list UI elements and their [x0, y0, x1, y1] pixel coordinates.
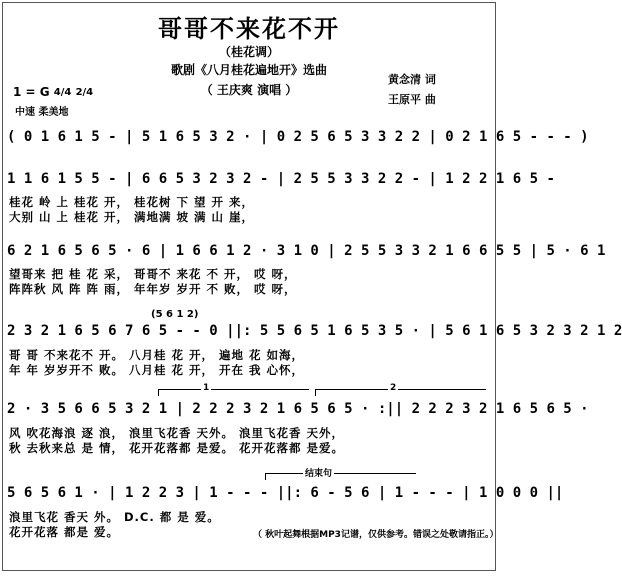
volta-bracket-1 — [158, 389, 309, 396]
volta-bracket-2 — [315, 389, 486, 396]
score-page — [2, 2, 622, 571]
tempo-marking: 中速 柔美地 — [15, 107, 69, 118]
grace-notes: (5 6 1 2) — [151, 309, 199, 320]
coda-label: 结束句 — [303, 466, 334, 479]
lyricist-credit: 黄念清 词 — [388, 73, 436, 86]
time-signature-1: 4/4 — [53, 86, 72, 98]
lyric-line: 桂花 岭 上 桂花 开， 桂花树 下 望 开 来， — [9, 195, 255, 209]
time-signature-2: 2/4 — [75, 86, 94, 98]
lyric-line: 浪里飞花 香天 外。 D.C. 都 是 爱。 — [9, 510, 220, 524]
singer-credit: （ 王庆爽 演唱 ） — [200, 83, 298, 97]
lyric-line: 年 年 岁岁开不 败。 八月桂 花 开， 开在 我 心怀， — [9, 363, 305, 377]
lyric-line: 风 吹花海浪 逐 浪， 浪里飞花香 天外。 浪里飞花香 天外， — [9, 426, 345, 440]
lyric-line: 大别 山 上 桂花 开， 满地满 坡 满 山 崖， — [9, 210, 255, 224]
footnote: （ 秋叶起舞根据MP3记谱，仅供参考。错误之处敬请指正。） — [253, 530, 499, 540]
volta-label-1: 1 — [203, 383, 210, 393]
key-signature: 1 = G 4/4 2/4 — [13, 85, 94, 99]
lyric-line: 望哥来 把 桂 花 采， 哥哥不 来花 不 开， 哎 呀， — [9, 267, 297, 281]
lyric-line: 哥 哥 不来花不 开。 八月桂 花 开， 遍地 花 如海， — [9, 348, 305, 362]
lyric-line: 阵阵秋 风 阵 阵 雨， 年年岁 岁开 不 败， 哎 呀， — [9, 282, 297, 296]
lyric-line: 花开花落 都是 爱。 — [9, 525, 120, 539]
composer-credit: 王原平 曲 — [388, 93, 436, 106]
song-title: 哥哥不来花不开 — [158, 14, 340, 43]
notation-row-6: 5 6 5 6 1 · | 1 2 2 3 | 1 - - - ||: 6 - 5 6 | 1 - - - | 1 0 0 0 || — [7, 485, 564, 501]
song-subtitle: （桂花调） — [218, 45, 279, 59]
volta-label-2: 2 — [390, 383, 397, 393]
notation-row-5: 2 · 3 5 6 6 5 3 2 1 | 2 2 2 3 2 1 6 5 6 5 · :|| 2 2 2 3 2 1 6 5 6 5 · — [7, 401, 589, 417]
song-source: 歌剧《八月桂花遍地开》选曲 — [170, 63, 327, 77]
notation-row-1: ( 0 1 6 1 5 - | 5 1 6 5 3 2 · | 0 2 5 6 5 3 3 2 2 | 0 2 1 6 5 - - - ) — [7, 129, 589, 145]
coda-bracket — [265, 473, 416, 480]
notation-row-3: 6 2 1 6 5 6 5 · 6 | 1 6 6 1 2 · 3 1 0 | 2 5 5 3 3 2 1 6 6 5 5 | 5 · 6 1 — [7, 243, 606, 259]
lyric-line: 秋 去秋来总 是 情， 花开花落都 是爱。 花开花落都 是爱。 — [9, 441, 345, 455]
notation-row-4: 2 3 2 1 6 5 6 7 6 5 - - 0 ||: 5 5 6 5 1 6 5 3 5 · | 5 6 1 6 5 3 2 3 2 1 2 — [7, 323, 622, 339]
notation-row-2: 1 1 6 1 5 5 - | 6 6 5 3 2 3 2 - | 2 5 5 3 3 2 2 - | 1 2 2 1 6 5 - — [7, 171, 555, 187]
